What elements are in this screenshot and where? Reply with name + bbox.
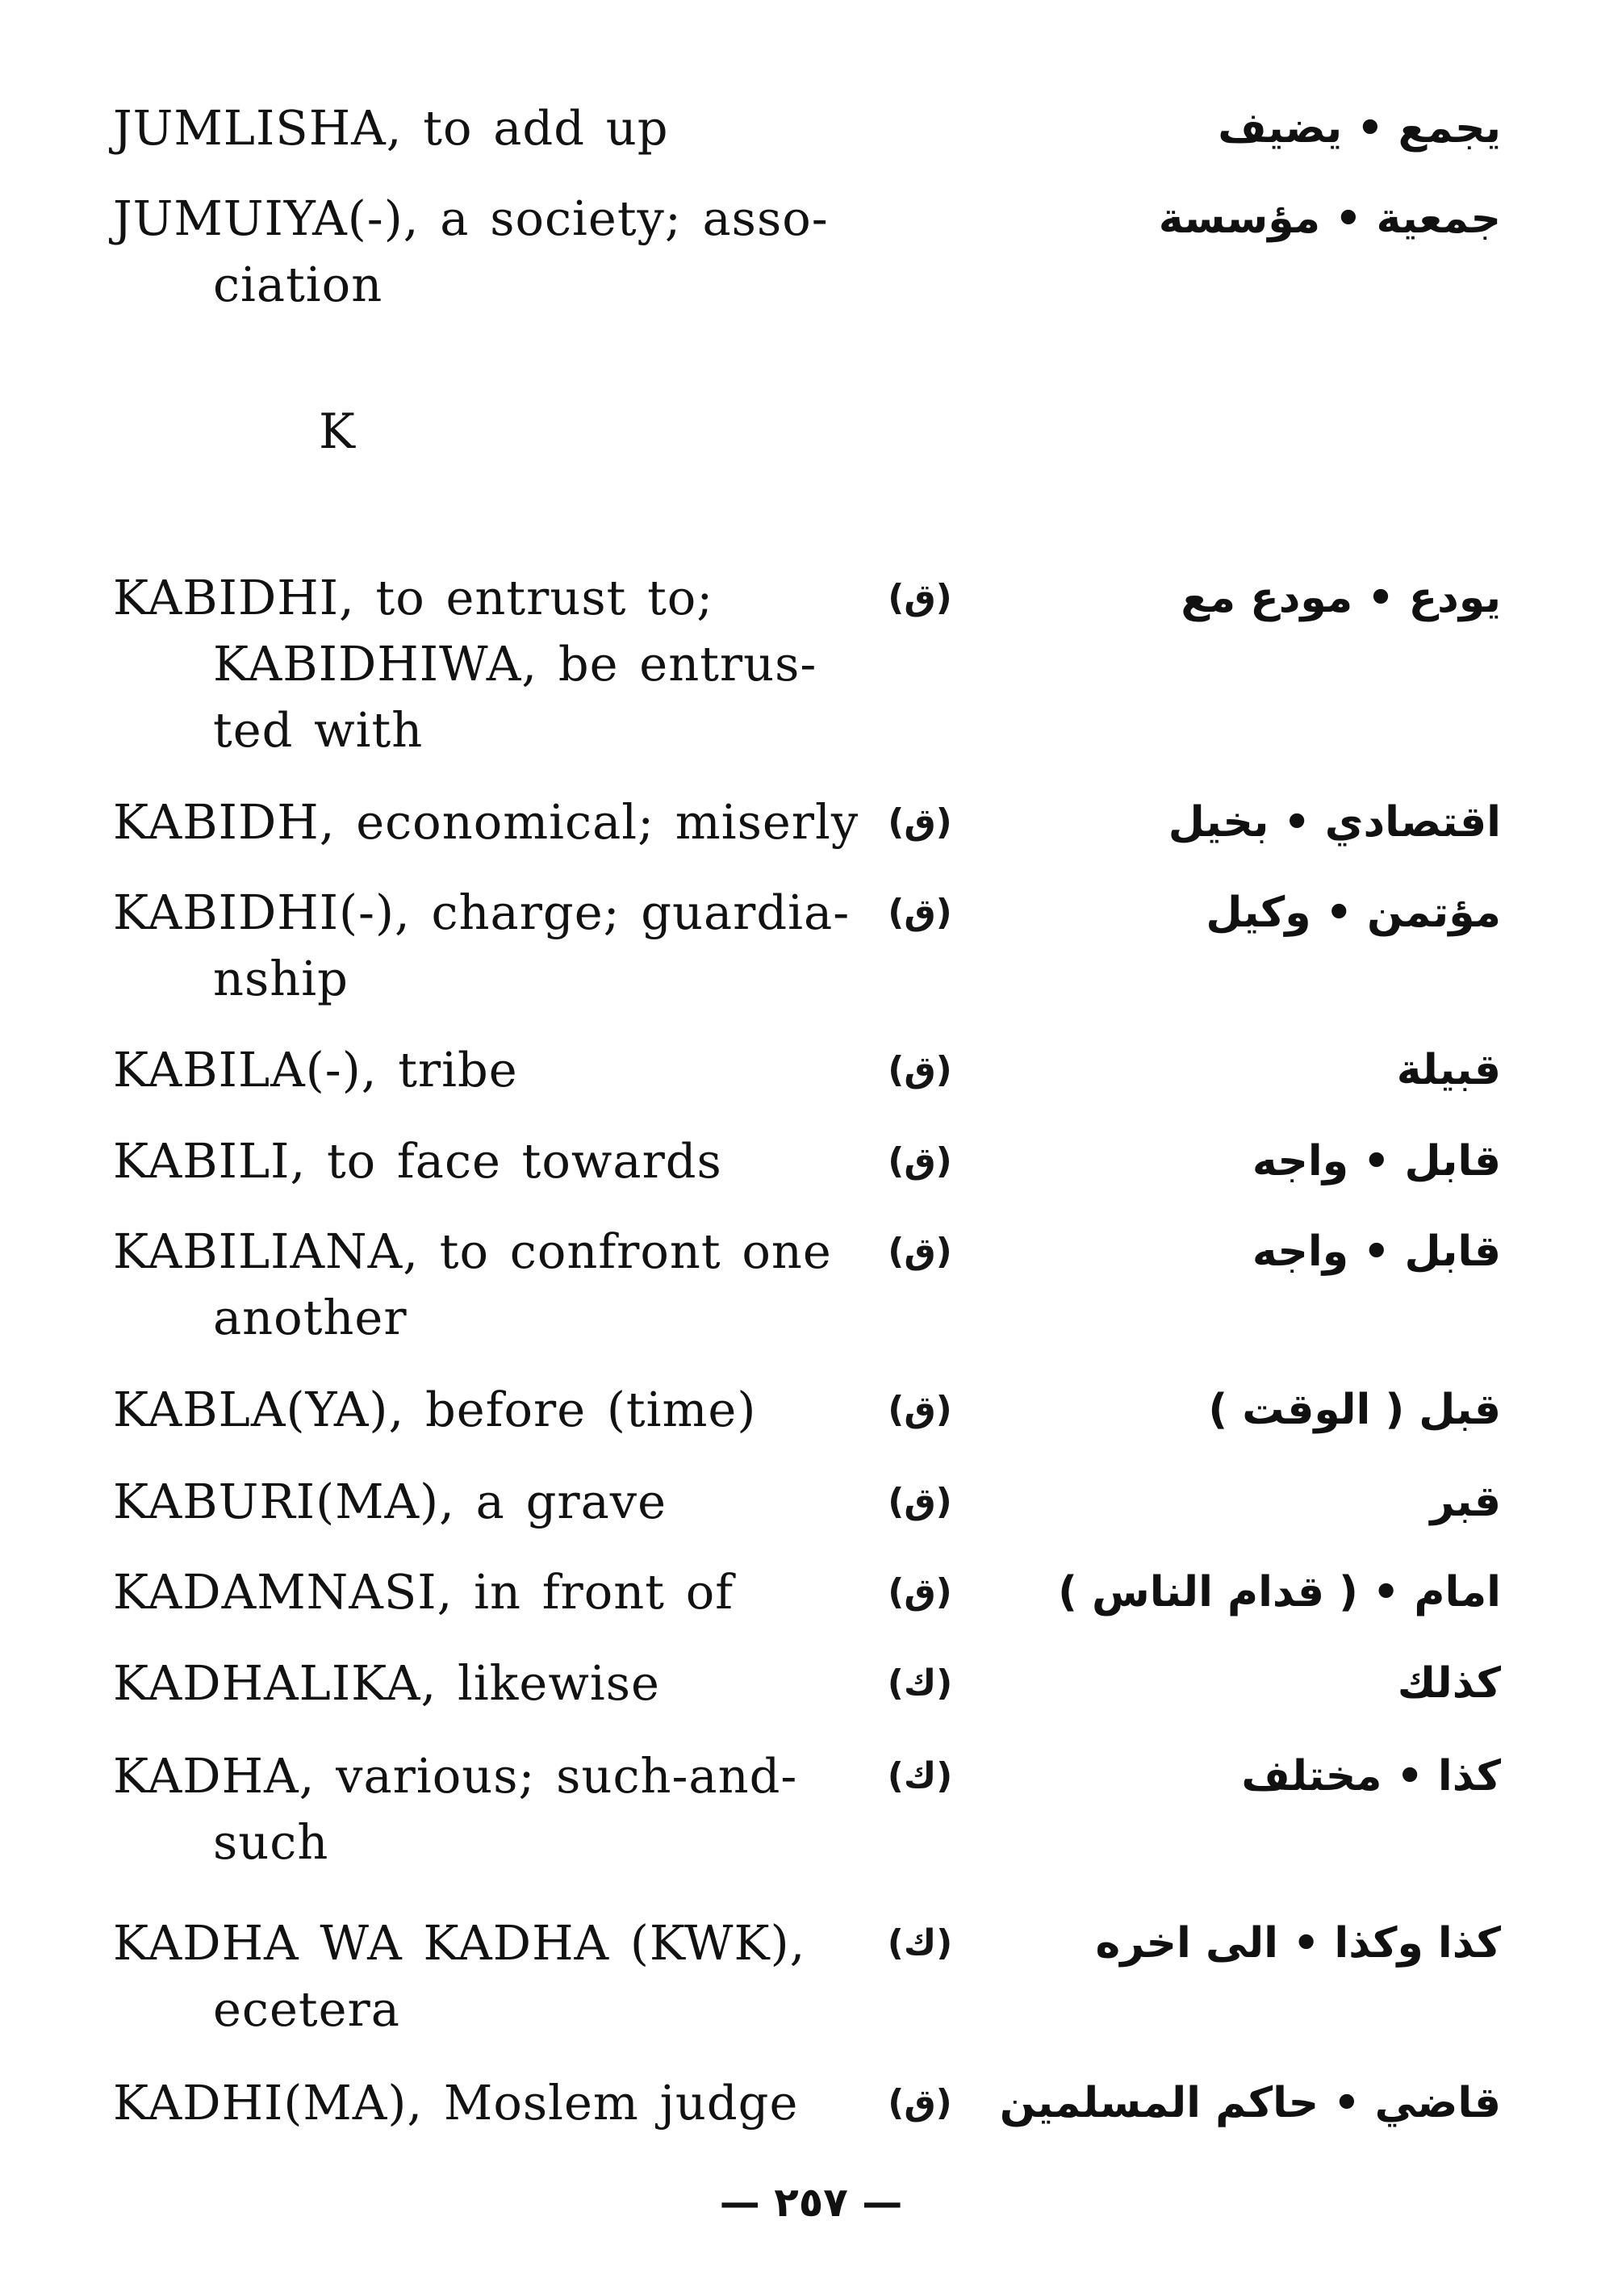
source-language-marker: (ق) xyxy=(888,1481,952,1522)
source-language-marker: (ق) xyxy=(888,801,952,843)
entry-arabic: جمعية • مؤسسة xyxy=(1158,194,1501,243)
entry-continuation: nship xyxy=(213,951,349,1006)
page-number: — ٢٥٧ — xyxy=(719,2179,903,2226)
entry-english xyxy=(113,1037,888,1103)
entry-headword-definition: JUMUIYA(-), a society; asso- xyxy=(113,190,829,246)
entry-headword-definition: KABLA(YA), before (time) xyxy=(113,1382,757,1437)
entry-headword-definition: KABIDHI(-), charge; guardia- xyxy=(113,885,851,940)
entry-arabic: قابل • واجه xyxy=(1252,1227,1501,1276)
entry-continuation: ciation xyxy=(213,257,383,312)
source-language-marker: (ق) xyxy=(888,577,952,618)
entry-headword-definition: KADHA WA KADHA (KWK), xyxy=(113,1915,806,1971)
source-language-marker: (ق) xyxy=(888,1049,952,1090)
entry-english xyxy=(113,880,888,1012)
entry-continuation: such xyxy=(213,1814,329,1870)
entry-headword-definition: KABIDH, economical; miserly xyxy=(113,794,859,850)
entry-headword-definition: KADHI(MA), Moslem judge xyxy=(113,2075,799,2131)
entry-arabic: كذلك xyxy=(1397,1659,1501,1708)
entry-english xyxy=(113,1377,888,1443)
entry-english xyxy=(113,186,888,318)
source-language-marker: (ك) xyxy=(887,1755,953,1796)
entry-english xyxy=(113,1910,888,2043)
entry-english xyxy=(113,1469,888,1535)
entry-arabic: كذا وكذا • الى اخره xyxy=(1095,1919,1501,1968)
entry-continuation: ecetera xyxy=(213,1981,400,2037)
entry-arabic: يجمع • يضيف xyxy=(1218,104,1501,153)
entry-english xyxy=(113,95,888,161)
entry-arabic: امام • ( قدام الناس ) xyxy=(1058,1568,1501,1616)
entry-english xyxy=(113,1743,888,1876)
entry-arabic: اقتصادي • بخيل xyxy=(1168,798,1501,847)
entry-arabic: مؤتمن • وكيل xyxy=(1206,889,1501,937)
source-language-marker: (ق) xyxy=(888,2082,952,2123)
entry-headword-definition: JUMLISHA, to add up xyxy=(113,100,669,156)
entry-headword-definition: KABILI, to face towards xyxy=(113,1133,722,1189)
entry-headword-definition: KABILA(-), tribe xyxy=(113,1042,518,1098)
entry-english xyxy=(113,2070,888,2136)
entry-arabic: قبر xyxy=(1430,1478,1501,1526)
source-language-marker: (ق) xyxy=(888,892,952,933)
entry-arabic: قبيلة xyxy=(1396,1046,1501,1094)
source-language-marker: (ق) xyxy=(888,1571,952,1612)
entry-arabic: قبل ( الوقت ) xyxy=(1208,1386,1501,1434)
source-language-marker: (ق) xyxy=(888,1140,952,1181)
entry-arabic: قاضي • حاكم المسلمين xyxy=(999,2079,1501,2127)
source-language-marker: (ك) xyxy=(887,1922,953,1964)
entry-headword-definition: KADAMNASI, in front of xyxy=(113,1564,734,1620)
section-letter: K xyxy=(319,404,355,460)
entry-english xyxy=(113,1559,888,1625)
entry-english xyxy=(113,789,888,855)
source-language-marker: (ك) xyxy=(887,1662,953,1704)
entry-english xyxy=(113,1128,888,1194)
entry-headword-definition: KADHA, various; such-and- xyxy=(113,1748,798,1804)
entry-arabic: كذا • مختلف xyxy=(1241,1752,1501,1800)
entry-english xyxy=(113,1650,888,1717)
entry-english xyxy=(113,1219,888,1351)
entry-arabic: يودع • مودع مع xyxy=(1181,574,1501,622)
entry-english xyxy=(113,565,888,763)
entry-arabic: قابل • واجه xyxy=(1252,1137,1501,1186)
entry-headword-definition: KABILIANA, to confront one xyxy=(113,1223,832,1279)
entry-headword-definition: KABIDHI, to entrust to; xyxy=(113,570,714,625)
source-language-marker: (ق) xyxy=(888,1389,952,1430)
entry-continuation: KABIDHIWA, be entrus- ted with xyxy=(213,636,817,758)
source-language-marker: (ق) xyxy=(888,1231,952,1272)
entry-headword-definition: KADHALIKA, likewise xyxy=(113,1655,660,1711)
entry-headword-definition: KABURI(MA), a grave xyxy=(113,1474,667,1529)
entry-continuation: another xyxy=(213,1290,408,1345)
